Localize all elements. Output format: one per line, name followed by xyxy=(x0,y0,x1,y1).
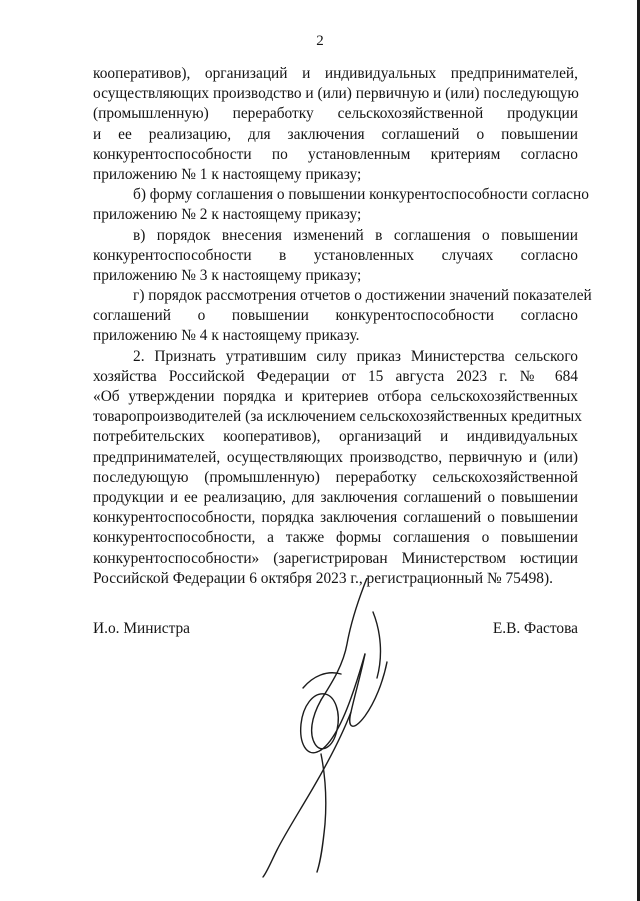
paragraph-2-start: 2. Признать утратившим силу приказ Министерства сельского xyxy=(133,347,578,365)
text-line: соглашений о повышении конкурентоспособности согласно xyxy=(93,307,578,325)
text-line: «Об утверждении порядка и критериев отбора сельскохозяйственных xyxy=(93,388,578,405)
text-line: конкурентоспособности в установленных случаях согласно xyxy=(93,246,578,264)
list-item-d: г) порядок рассмотрения отчетов о достижении значений показателей xyxy=(133,287,592,305)
text-line: конкурентоспособности, а также формы соглашения о повышении xyxy=(93,529,578,547)
text-line: приложению № 2 к настоящему приказу; xyxy=(93,206,362,224)
handwritten-signature xyxy=(255,578,415,878)
text-line: конкурентоспособности по установленным критериям согласно xyxy=(93,145,578,163)
text-line: конкурентоспособности, порядка заключения соглашений о повышении xyxy=(93,509,578,527)
text-line: конкурентоспособности» (зарегистрирован Министерством юстиции xyxy=(93,549,578,567)
text-line: потребительских кооперативов), организаций и индивидуальных xyxy=(93,428,578,446)
body-text xyxy=(93,64,592,589)
text-line: приложению № 4 к настоящему приказу. xyxy=(93,327,360,345)
text-line: приложению № 1 к настоящему приказу; xyxy=(93,165,362,183)
text-line: приложению № 3 к настоящему приказу; xyxy=(93,266,362,284)
text-line: и ее реализацию, для заключения соглашений о повышении xyxy=(93,125,578,143)
text-line: Российской Федерации 6 октября 2023 г., регистрационный № 75498). xyxy=(93,569,553,587)
text-line: кооперативов), организаций и индивидуальных предпринимателей, xyxy=(93,65,578,82)
text-line: предпринимателей, осуществляющих производство, первичную и (или) xyxy=(93,448,578,466)
text-line: последующую (промышленную) переработку сельскохозяйственной xyxy=(93,468,578,486)
text-line: осуществляющих производство и (или) первичную и (или) последующую xyxy=(93,85,579,103)
list-item-c: в) порядок внесения изменений в соглашения о повышении xyxy=(133,226,578,244)
text-line: продукции и ее реализацию, для заключения соглашений о повышении xyxy=(93,488,578,506)
signatory-title: И.о. Министра xyxy=(93,620,191,637)
text-line: (промышленную) переработку сельскохозяйственной продукции xyxy=(93,105,578,123)
list-item-b: б) форму соглашения о повышении конкурентоспособности согласно xyxy=(133,186,589,204)
page-number: 2 xyxy=(316,33,324,49)
text-line: хозяйства Российской Федерации от 15 августа 2023 г. № 684 xyxy=(93,367,578,385)
text-line: товаропроизводителей (за исключением сельскохозяйственных кредитных xyxy=(93,408,582,426)
signatory-name: Е.В. Фастова xyxy=(492,620,578,637)
